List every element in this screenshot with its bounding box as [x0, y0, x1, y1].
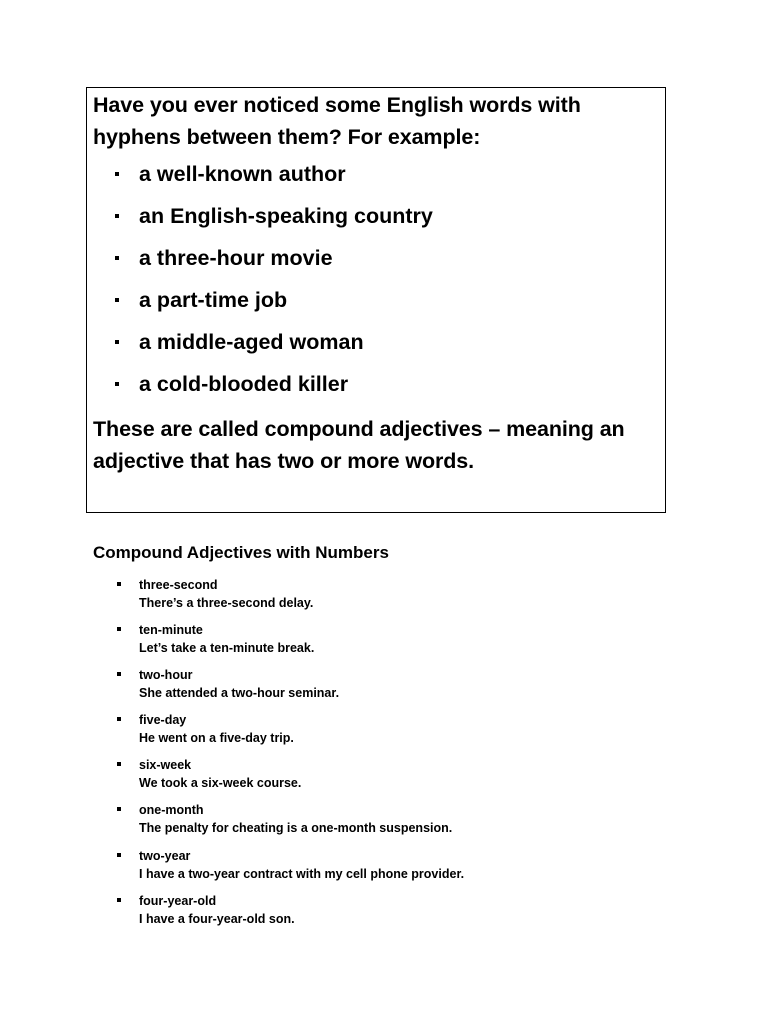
list-item [93, 711, 693, 756]
square-bullet-icon [115, 340, 119, 344]
square-bullet-icon [117, 717, 121, 721]
square-bullet-icon [115, 298, 119, 302]
section-title: Compound Adjectives with Numbers [93, 543, 389, 562]
list-item [93, 371, 659, 413]
example-sentence: I have a four-year-old son. [139, 911, 295, 926]
list-item [93, 801, 693, 846]
square-bullet-icon [115, 214, 119, 218]
example-sentence: I have a two-year contract with my cell phone provider. [139, 866, 465, 881]
intro-example-text: a middle-aged woman [139, 330, 364, 354]
intro-example-text: a part-time job [139, 288, 288, 312]
list-item [93, 847, 693, 892]
example-term: three-second [139, 578, 218, 592]
intro-box [86, 87, 666, 513]
intro-example-text: a three-hour movie [139, 246, 333, 270]
example-sentence: There’s a three-second delay. [139, 596, 314, 610]
example-sentence: We took a six-week course. [139, 776, 302, 791]
example-term: two-hour [139, 668, 193, 683]
list-item [93, 621, 693, 666]
list-item [93, 287, 659, 329]
example-sentence: She attended a two-hour seminar. [139, 686, 340, 701]
list-item [93, 576, 693, 621]
example-term: one-month [139, 803, 204, 818]
square-bullet-icon [117, 627, 121, 631]
intro-example-text: a cold-blooded killer [139, 372, 349, 396]
example-term: five-day [139, 713, 187, 728]
intro-example-text: an English-speaking country [139, 204, 433, 228]
example-sentence: Let’s take a ten-minute break. [139, 641, 315, 656]
intro-example-list [93, 161, 659, 413]
square-bullet-icon [117, 807, 121, 811]
square-bullet-icon [117, 762, 121, 766]
example-sentence: He went on a five-day trip. [139, 731, 294, 746]
square-bullet-icon [115, 382, 119, 386]
list-item [93, 203, 659, 245]
example-term: two-year [139, 848, 191, 863]
intro-question: Have you ever noticed some English words with hyphens between them? For example: [93, 93, 581, 149]
example-term: ten-minute [139, 623, 203, 638]
example-term: six-week [139, 758, 192, 773]
square-bullet-icon [117, 582, 121, 586]
compound-adjective-list [93, 576, 693, 937]
list-item [93, 756, 693, 801]
list-item [93, 892, 693, 937]
square-bullet-icon [117, 672, 121, 676]
square-bullet-icon [117, 853, 121, 857]
intro-conclusion: These are called compound adjectives – meaning an adjective that has two or more words. [93, 417, 625, 473]
list-item [93, 329, 659, 371]
list-item [93, 666, 693, 711]
list-item [93, 161, 659, 203]
square-bullet-icon [115, 256, 119, 260]
square-bullet-icon [117, 898, 121, 902]
intro-example-text: a well-known author [139, 162, 346, 186]
list-item [93, 245, 659, 287]
example-sentence: The penalty for cheating is a one-month suspension. [139, 821, 453, 836]
example-term: four-year-old [139, 893, 217, 908]
square-bullet-icon [115, 172, 119, 176]
